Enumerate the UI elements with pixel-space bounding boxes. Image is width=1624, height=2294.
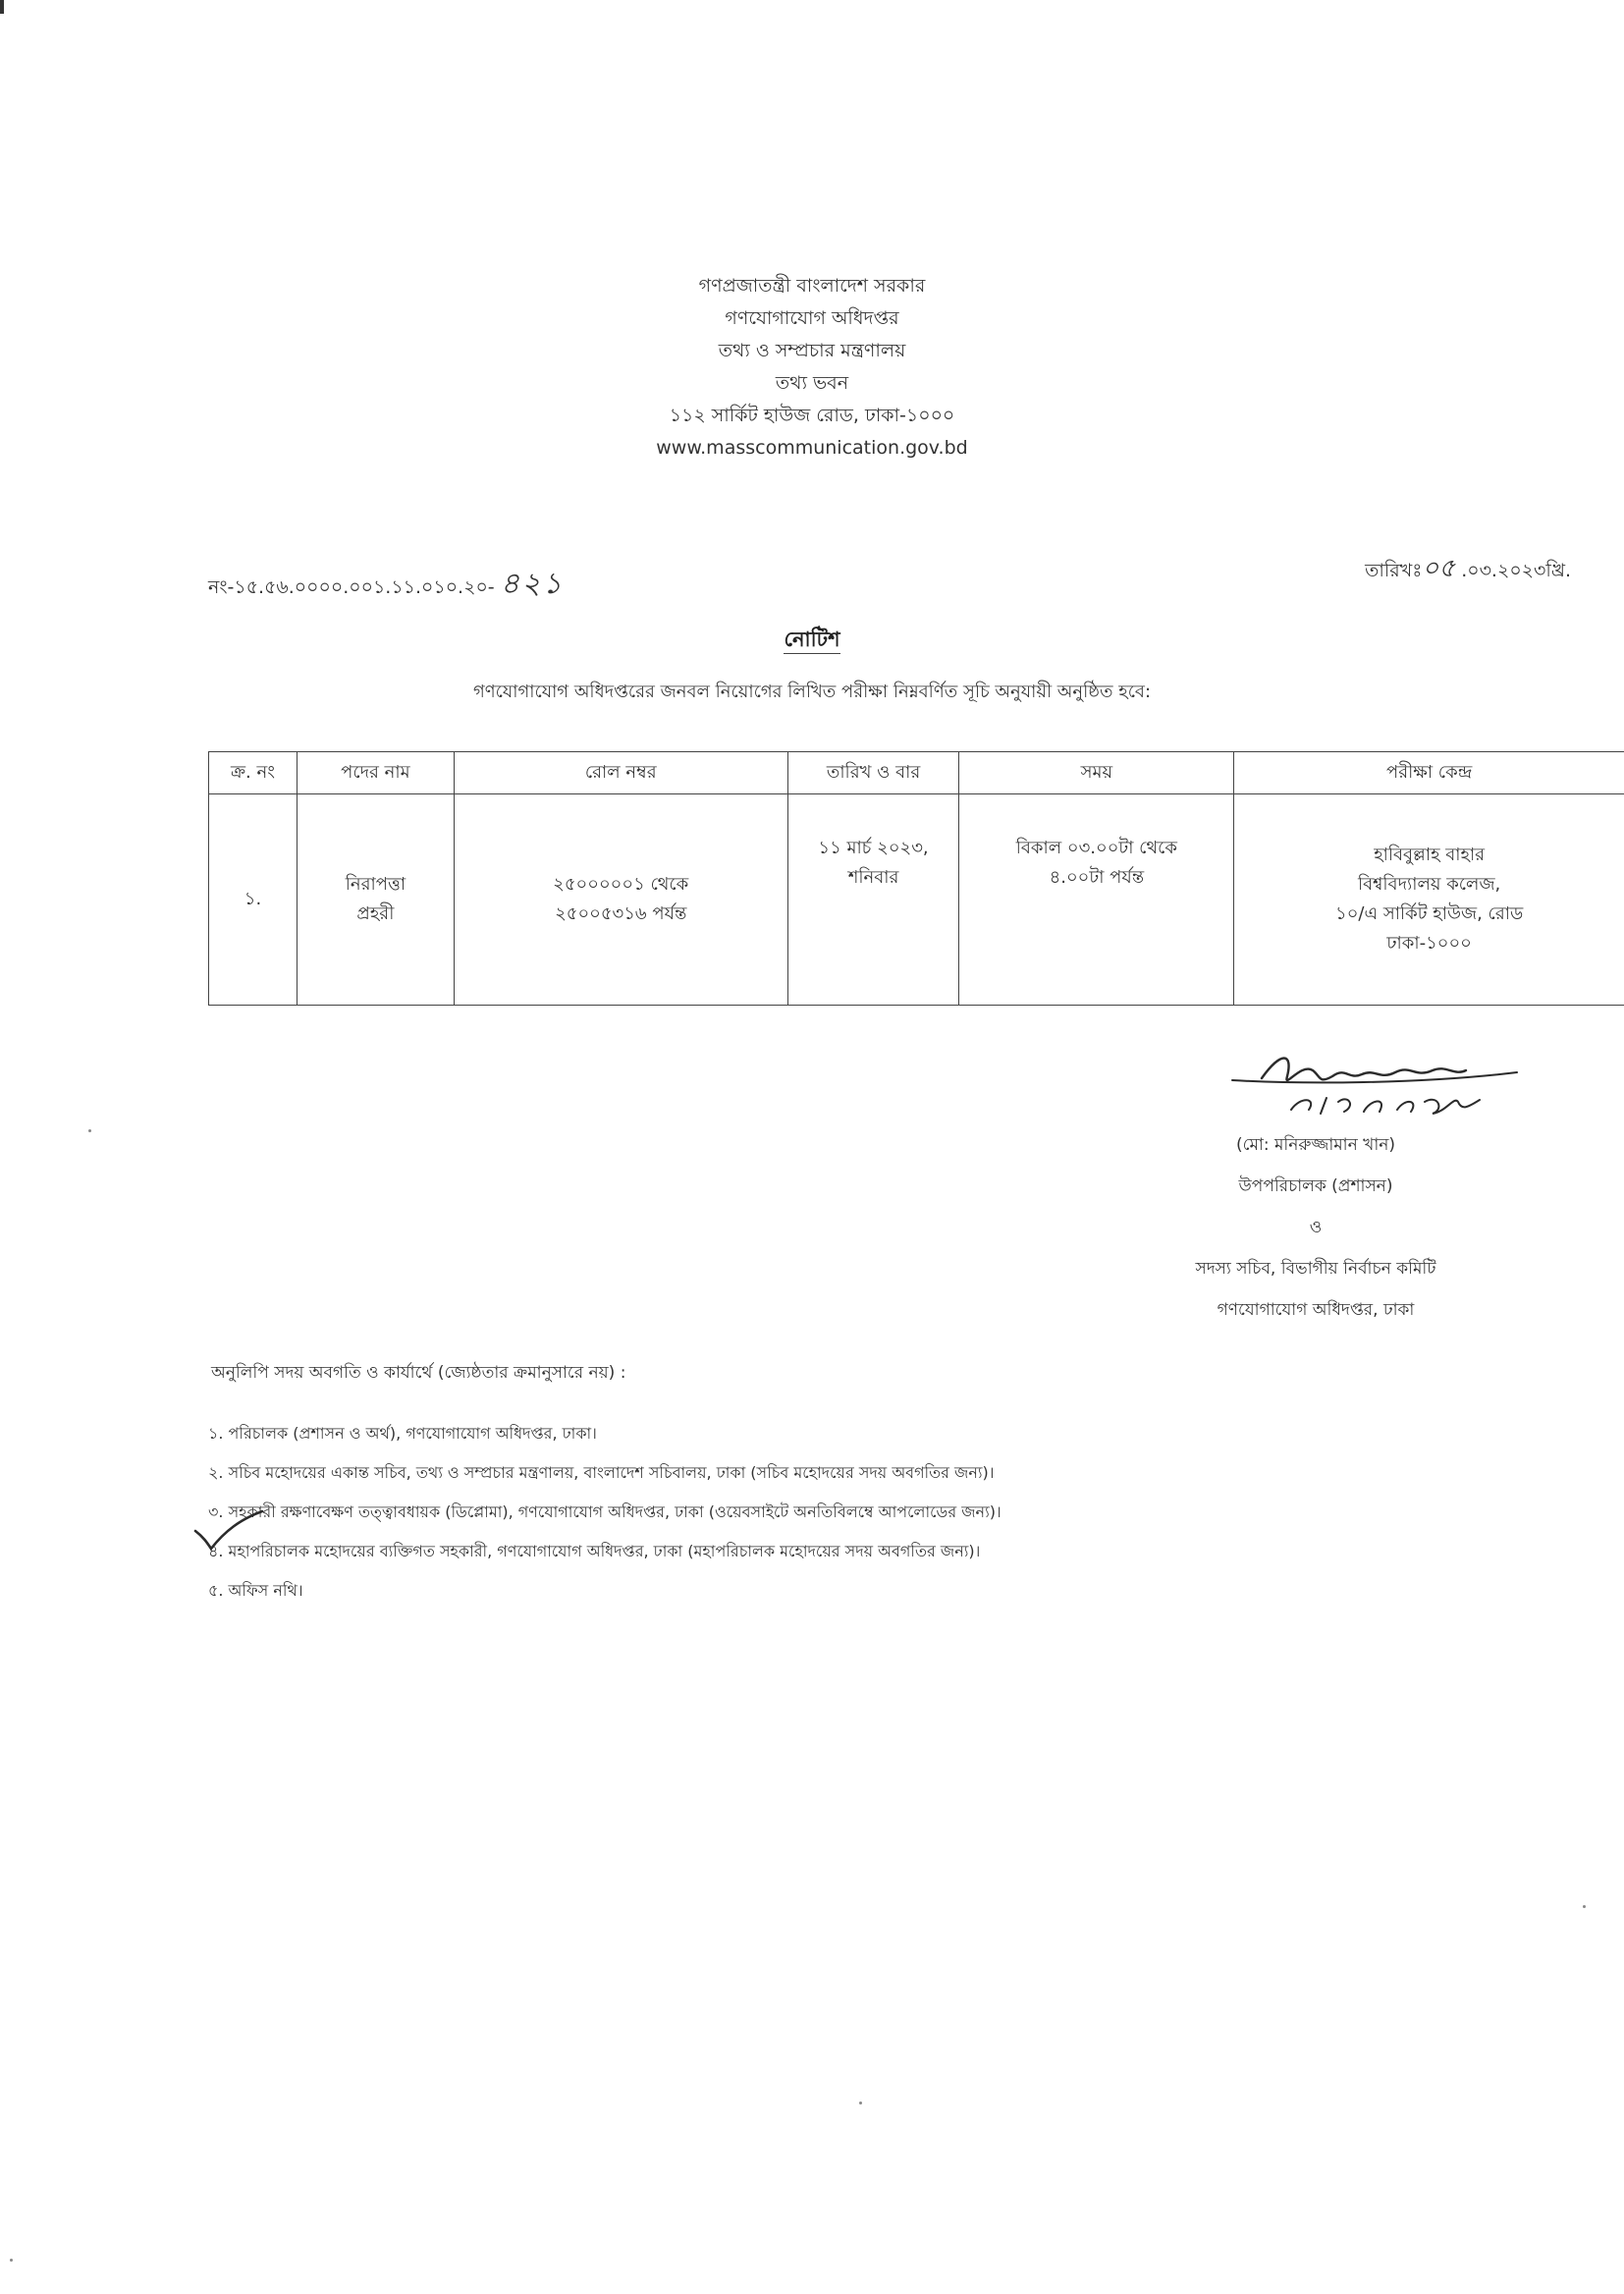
letterhead <box>0 270 1624 464</box>
cell-center <box>1234 794 1624 1006</box>
cell-time-line: বিকাল ০৩.০০টা থেকে <box>1015 838 1177 858</box>
header-line-department: গণযোগাযোগ অধিদপ্তর <box>725 307 899 329</box>
header-line-website: www.masscommunication.gov.bd <box>656 437 968 459</box>
signatory-name: (মো: মনিরুজ্জামান খান) <box>1235 1135 1396 1155</box>
cell-serial: ১. <box>209 794 298 1006</box>
cell-time-line: ৪.০০টা পর্যন্ত <box>1049 867 1145 888</box>
list-item: ১. পরিচালক (প্রশাসন ও অর্থ), গণযোগাযোগ অধিদপ্তর, ঢাকা। <box>208 1424 597 1443</box>
cell-roll-line: ২৫০০৫৩১৬ পর্যন্ত <box>555 903 687 924</box>
cell-post <box>297 794 454 1006</box>
cell-center-line: ঢাকা-১০০০ <box>1386 933 1472 954</box>
cell-post-line: নিরাপত্তা <box>345 874 406 895</box>
column-header-serial: ক্র. নং <box>209 752 298 794</box>
list-item: ৩. সহকারী রক্ষণাবেক্ষণ তত্ত্বাবধায়ক (ডিপ্লোমা), গণযোগাযোগ অধিদপ্তর, ঢাকা (ওয়েবসাইটে অনতিবিলম্বে আপলোডের জন্য)। <box>208 1502 1001 1521</box>
cell-post-line: প্রহরী <box>356 903 395 924</box>
list-item: ৫. অফিস নথি। <box>208 1581 303 1600</box>
date-rest: .০৩.২০২৩খ্রি. <box>1461 560 1571 581</box>
cell-center-line: হাবিবুল্লাহ বাহার <box>1374 845 1486 865</box>
header-line-building: তথ্য ভবন <box>775 372 849 394</box>
handwritten-signature <box>1222 1041 1537 1124</box>
cell-roll <box>454 794 787 1006</box>
signatory-block <box>1090 1124 1542 1331</box>
list-item: ২. সচিব মহোদয়ের একান্ত সচিব, তথ্য ও সম্প্রচার মন্ত্রণালয়, বাংলাদেশ সচিবালয়, ঢাকা (সচিব মহোদয়ের সদয় অবগতির জন্য)। <box>208 1463 995 1482</box>
cc-list <box>208 1414 1001 1611</box>
cell-date <box>787 794 959 1006</box>
cell-center-line: ১০/এ সার্কিট হাউজ, রোড <box>1335 903 1524 924</box>
date-label: তারিখঃ <box>1365 560 1423 581</box>
column-header-roll: রোল নম্বর <box>454 752 787 794</box>
signatory-designation: উপপরিচালক (প্রশাসন) <box>1238 1176 1393 1196</box>
memo-number-handwritten: ৪২১ <box>500 567 565 601</box>
notice-title-text: নোটিশ <box>784 628 839 654</box>
table-row <box>209 794 1624 1006</box>
cell-time <box>959 794 1234 1006</box>
table-header-row <box>209 752 1624 794</box>
header-line-ministry: তথ্য ও সম্প্রচার মন্ত্রণালয় <box>718 340 906 361</box>
scan-edge-mark <box>0 0 4 14</box>
scan-speck <box>10 2259 13 2262</box>
exam-schedule-table <box>208 751 1624 1006</box>
column-header-time: সময় <box>959 752 1234 794</box>
list-item: ৪. মহাপরিচালক মহোদয়ের ব্যক্তিগত সহকারী, গণযোগাযোগ অধিদপ্তর, ঢাকা (মহাপরিচালক মহোদয়ের সদয় অবগতির জন্য)। <box>208 1542 981 1560</box>
column-header-center: পরীক্ষা কেন্দ্র <box>1234 752 1624 794</box>
memo-number-printed: নং-১৫.৫৬.০০০০.০০১.১১.০১০.২০- <box>208 576 495 598</box>
scan-speck <box>88 1129 91 1132</box>
signatory-role: সদস্য সচিব, বিভাগীয় নির্বাচন কমিটি <box>1195 1259 1436 1279</box>
cell-center-line: বিশ্ববিদ্যালয় কলেজ, <box>1357 874 1501 895</box>
cell-date-line: ১১ মার্চ ২০২৩, <box>818 838 929 858</box>
checkmark-icon <box>191 1507 265 1552</box>
header-line-government: গণপ্রজাতন্ত্রী বাংলাদেশ সরকার <box>698 275 926 297</box>
column-header-date: তারিখ ও বার <box>787 752 959 794</box>
cell-date-line: শনিবার <box>847 867 899 888</box>
signatory-conjunction: ও <box>1309 1218 1323 1237</box>
memo-number <box>208 560 564 610</box>
cc-title: অনুলিপি সদয় অবগতি ও কার্যার্থে (জ্যেষ্ঠতার ক্রমানুসারে নয়) : <box>211 1363 626 1383</box>
column-header-post: পদের নাম <box>297 752 454 794</box>
memo-date <box>1365 548 1571 591</box>
signatory-office: গণযোগাযোগ অধিদপ্তর, ঢাকা <box>1217 1300 1415 1320</box>
header-line-address: ১১২ সার্কিট হাউজ রোড, ঢাকা-১০০০ <box>669 405 955 426</box>
cell-roll-line: ২৫০০০০০১ থেকে <box>553 874 689 895</box>
notice-title <box>0 624 1624 658</box>
scan-speck <box>1583 1905 1586 1908</box>
date-day-handwritten: ০৫ <box>1422 554 1456 583</box>
scan-speck <box>859 2102 862 2104</box>
notice-description: গণযোগাযোগ অধিদপ্তরের জনবল নিয়োগের লিখিত পরীক্ষা নিম্নবর্ণিত সূচি অনুযায়ী অনুষ্ঠিত হবে: <box>472 682 1152 702</box>
